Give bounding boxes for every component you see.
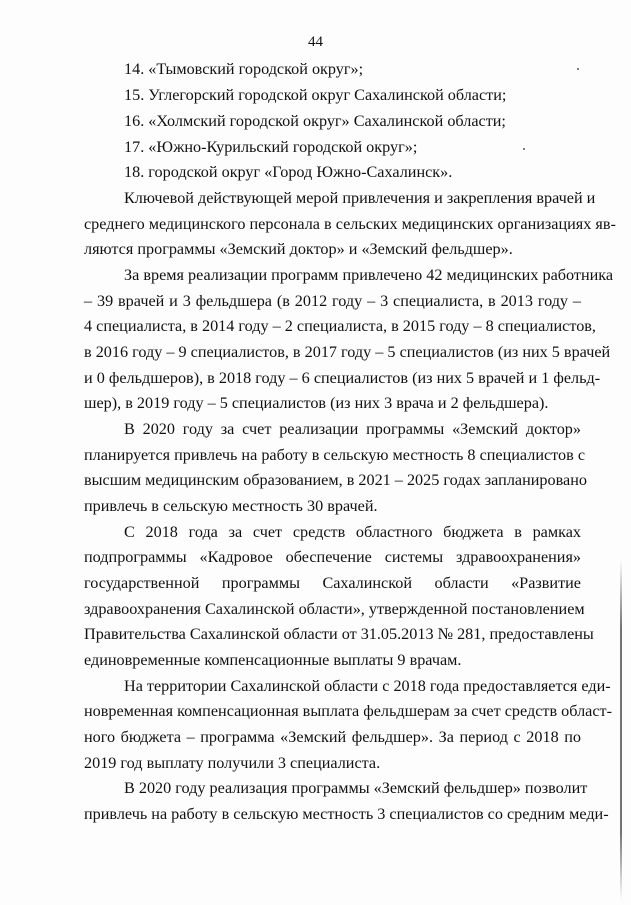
paragraph-line: привлечь на работу в сельскую местность 3 специалистов со средним меди- [84, 805, 609, 823]
paragraph-line: 2019 год выплату получили 3 специалиста. [84, 754, 381, 772]
paragraph-line: новременная компенсационная выплата фельдшерам за счет средств област- [84, 702, 613, 720]
paragraph-line: в 2016 году – 9 специалистов, в 2017 году – 5 специалистов (из них 5 врачей [84, 343, 611, 361]
paragraph-line: – 39 врачей и 3 фельдшера (в 2012 году – 3 специалиста, в 2013 году – [84, 292, 581, 310]
paragraph-line: 4 специалиста, в 2014 году – 2 специалиста, в 2015 году – 8 специалистов, [84, 317, 596, 335]
list-item: 15. Углегорский городской округ Сахалинской области; [124, 86, 507, 104]
scan-speck [523, 148, 525, 150]
paragraph-line: подпрограммы «Кадровое обеспечение системы здравоохранения» [84, 548, 581, 566]
paragraph-line: государственной программы Сахалинской области «Развитие [84, 574, 581, 592]
paragraph-line: среднего медицинского персонала в сельских медицинских организациях яв- [84, 215, 616, 233]
paragraph-line: планируется привлечь на работу в сельскую местность 8 специалистов с [84, 446, 586, 464]
list-item: 14. «Тымовский городской округ»; [124, 60, 364, 78]
paragraph-line: и 0 фельдшеров), в 2018 году – 6 специалистов (из них 5 врачей и 1 фельд- [84, 369, 601, 387]
paragraph-line: На территории Сахалинской области с 2018 года предоставляется еди- [124, 677, 611, 695]
paragraph-line: единовременные компенсационные выплаты 9 врачам. [84, 651, 462, 669]
paragraph-line: Правительства Сахалинской области от 31.05.2013 № 281, предоставлены [84, 625, 594, 643]
paragraph-line: здравоохранения Сахалинской области», утвержденной постановлением [84, 600, 585, 618]
list-item: 18. городской округ «Город Южно-Сахалинск». [124, 163, 453, 181]
paragraph-line: ного бюджета – программа «Земский фельдшер». За период с 2018 по [84, 728, 581, 746]
paragraph-line: Ключевой действующей мерой привлечения и закрепления врачей и [124, 189, 596, 207]
scan-speck [577, 68, 579, 70]
scan-edge-shadow [620, 560, 622, 900]
paragraph-line: За время реализации программ привлечено 42 медицинских работника [124, 266, 614, 284]
list-item: 17. «Южно-Курильский городской округ»; [124, 138, 418, 156]
paragraph-line: С 2018 года за счет средств областного бюджета в рамках [124, 523, 581, 541]
paragraph-line: В 2020 году за счет реализации программы «Земский доктор» [124, 420, 581, 438]
paragraph-line: ляются программы «Земский доктор» и «Земский фельдшер». [84, 240, 513, 258]
paragraph-line: привлечь в сельскую местность 30 врачей. [84, 497, 378, 515]
paragraph-line: высшим медицинским образованием, в 2021 – 2025 годах запланировано [84, 471, 587, 489]
page-number: 44 [308, 34, 323, 50]
list-item: 16. «Холмский городской округ» Сахалинской области; [124, 112, 506, 130]
paragraph-line: шер), в 2019 году – 5 специалистов (из них 3 врача и 2 фельдшера). [84, 394, 549, 412]
paragraph-line: В 2020 году реализация программы «Земский фельдшер» позволит [124, 779, 588, 797]
